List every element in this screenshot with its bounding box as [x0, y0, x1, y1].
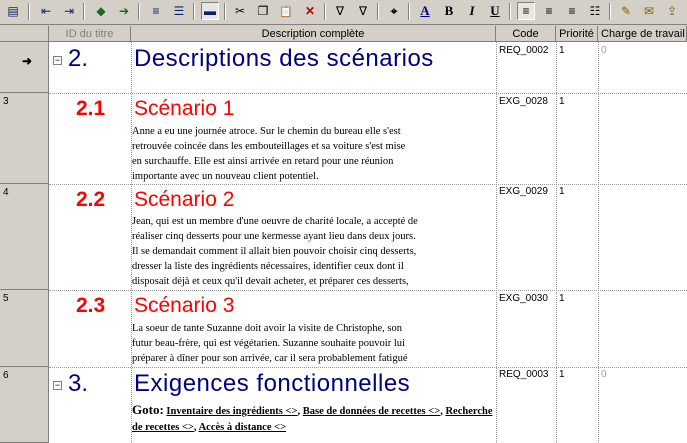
toolbar-separator: [83, 3, 85, 20]
code-cell[interactable]: EXG_0029: [499, 186, 548, 197]
toolbar-separator: [28, 3, 30, 20]
row-number: 6: [3, 370, 9, 381]
toolbar-separator: [377, 3, 379, 20]
toolbar-separator: [509, 3, 511, 20]
code-cell[interactable]: REQ_0003: [499, 369, 549, 380]
heading-number: 2.3: [76, 294, 106, 317]
copy-icon[interactable]: ❐: [257, 4, 269, 18]
toolbar: [0, 0, 687, 25]
properties-icon[interactable]: ▤: [7, 4, 19, 18]
grid-line: [598, 42, 599, 443]
row-number: 3: [3, 96, 9, 107]
export-icon[interactable]: ⇪: [666, 4, 678, 18]
row-header[interactable]: [0, 93, 49, 184]
toolbar-separator: [609, 3, 611, 20]
goto-link-recipe-search[interactable]: Recherche de recettes <>: [132, 406, 493, 433]
row-number: 4: [3, 187, 9, 198]
column-header-description[interactable]: Description complète: [131, 26, 496, 42]
grid-line: [49, 184, 687, 185]
align-left-icon[interactable]: ≡: [517, 2, 535, 20]
heading-number: 2.: [68, 45, 89, 72]
goto-links: Goto: Inventaire des ingrédients <>, Base de données de recettes <>, Recherche de recettes <>, Accès à distance <>: [132, 402, 493, 433]
code-cell[interactable]: REQ_0002: [499, 45, 549, 56]
corner-header[interactable]: [0, 26, 49, 42]
italic-icon[interactable]: I: [469, 3, 475, 18]
align-top-icon[interactable]: ≡: [152, 4, 160, 18]
arrow-left-icon[interactable]: ◆: [96, 4, 106, 18]
delete-icon[interactable]: ✕: [304, 4, 316, 18]
column-header-id[interactable]: ID du titre: [49, 26, 131, 42]
line-icon[interactable]: ▬: [201, 2, 219, 20]
find-icon[interactable]: ⌖: [390, 3, 398, 18]
priority-cell[interactable]: 1: [559, 186, 565, 197]
code-cell[interactable]: EXG_0030: [499, 293, 548, 304]
heading-title[interactable]: Exigences fonctionnelles: [134, 370, 411, 397]
toolbar-separator: [408, 3, 410, 20]
grid-line: [496, 42, 497, 443]
priority-cell[interactable]: 1: [559, 96, 565, 107]
requirements-grid: [0, 26, 687, 443]
filter-clear-icon[interactable]: ∇: [358, 4, 368, 18]
row-header[interactable]: [0, 290, 49, 367]
bold-icon[interactable]: B: [444, 3, 454, 18]
align-right-icon[interactable]: ≡: [568, 4, 576, 18]
collapse-toggle-icon[interactable]: −: [54, 380, 61, 390]
workload-cell[interactable]: 0: [601, 369, 607, 380]
indent-left-icon[interactable]: ⇤: [40, 4, 52, 18]
row-header[interactable]: [0, 184, 49, 290]
collapse-toggle-icon[interactable]: −: [54, 55, 61, 65]
column-header-workload[interactable]: Charge de travail: [598, 26, 687, 42]
arrow-right-icon[interactable]: ➔: [118, 4, 130, 18]
goto-link-recipes-db[interactable]: Base de données de recettes <>: [302, 406, 441, 417]
goto-link-remote-access[interactable]: Accès à distance <>: [198, 422, 287, 433]
font-color-icon[interactable]: A: [420, 3, 430, 18]
mail-icon[interactable]: ✉: [643, 4, 655, 18]
underline-icon[interactable]: U: [490, 3, 500, 18]
align-middle-icon[interactable]: ☰: [173, 4, 185, 18]
description-text[interactable]: La soeur de tante Suzanne doit avoir la visite de Christophe, son futur beau-frère, qui est végétarien. Suzanne souhaite pouvoir lui préparer à dîner pour son arrivée, car il sera probablement fatigué: [132, 323, 408, 364]
priority-cell[interactable]: 1: [559, 293, 565, 304]
heading-number: 2.1: [76, 97, 106, 120]
paste-icon[interactable]: 📋: [279, 5, 293, 18]
goto-label: Goto:: [132, 402, 164, 417]
description-text[interactable]: Jean, qui est un membre d'une oeuvre de charité locale, a accepté de réaliser cinq desserts pour une kermesse ayant lieu dans deux jours. Il se demandait comment il allait bien pouvoir choisir cinq desserts, dresser la liste des ingrédients nécessaires, identifier ceux dont il disposait déjà et ceux qu'il devait acheter, et préparer ces desserts,: [132, 216, 418, 287]
filter-icon[interactable]: ∇: [335, 4, 345, 18]
workload-cell[interactable]: 0: [601, 45, 607, 56]
goto-link-inventory[interactable]: Inventaire des ingrédients <>: [166, 406, 298, 417]
cut-icon[interactable]: ✂: [234, 4, 246, 18]
indent-right-icon[interactable]: ⇥: [63, 4, 75, 18]
toolbar-separator: [324, 3, 326, 20]
row-header[interactable]: [0, 42, 49, 93]
heading-number: 3.: [68, 370, 89, 397]
heading-title[interactable]: Scénario 2: [134, 188, 235, 211]
grid-line: [49, 290, 687, 291]
toolbar-separator: [193, 3, 195, 20]
grid-line: [556, 42, 557, 443]
column-header-priority[interactable]: Priorité: [556, 26, 598, 42]
code-cell[interactable]: EXG_0028: [499, 96, 548, 107]
toolbar-separator: [224, 3, 226, 20]
heading-title[interactable]: Scénario 3: [134, 294, 235, 317]
align-center-icon[interactable]: ≡: [545, 4, 553, 18]
priority-cell[interactable]: 1: [559, 369, 565, 380]
notes-icon[interactable]: ✎: [620, 4, 632, 18]
grid-line: [49, 367, 687, 368]
heading-number: 2.2: [76, 188, 106, 211]
row-number: 5: [3, 293, 9, 304]
heading-title[interactable]: Scénario 1: [134, 97, 235, 120]
priority-cell[interactable]: 1: [559, 45, 565, 56]
column-header-code[interactable]: Code: [496, 26, 556, 42]
heading-title[interactable]: Descriptions des scénarios: [134, 45, 434, 72]
current-row-arrow-icon: ➜: [22, 54, 33, 68]
description-text[interactable]: Anne a eu une journée atroce. Sur le chemin du bureau elle s'est retrouvée coincée dans les embouteillages et sa voiture s'est mise en surchauffe. Elle est ainsi arrivée en retard pour une réunion importante avec un nouveau client potentiel.: [132, 126, 406, 182]
bullets-icon[interactable]: ☷: [589, 4, 601, 18]
toolbar-separator: [138, 3, 140, 20]
grid-line: [49, 93, 687, 94]
row-header[interactable]: [0, 367, 49, 443]
